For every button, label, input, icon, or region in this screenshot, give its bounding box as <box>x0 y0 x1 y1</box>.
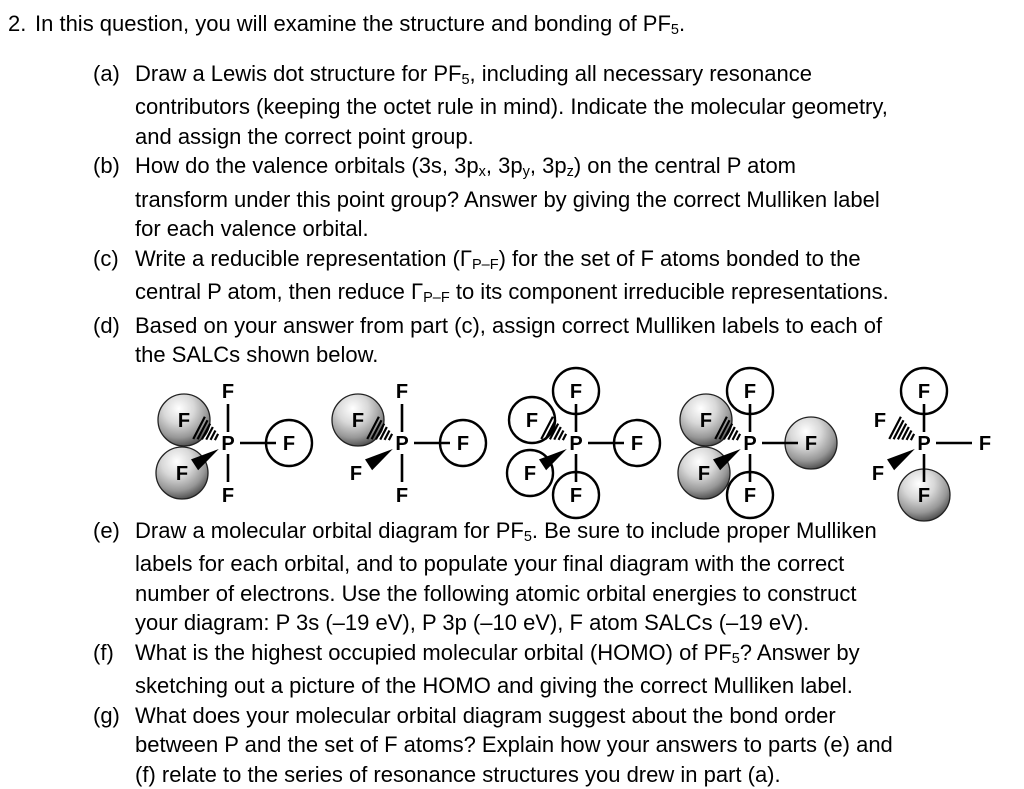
part-label: (c) <box>93 244 135 311</box>
part-text-line: How do the valence orbitals (3s, 3px, 3py, 3pz) on the central P atom <box>135 151 1018 185</box>
part-text-line: and assign the correct point group. <box>135 122 1018 152</box>
fluorine-label: F <box>352 410 364 432</box>
part-text-line: What does your molecular orbital diagram suggest about the bond order <box>135 701 1018 731</box>
part-text-line: for each valence orbital. <box>135 214 1018 244</box>
part-label: (f) <box>93 638 135 701</box>
part-text-line: number of electrons. Use the following atomic orbital energies to construct <box>135 579 1018 609</box>
fluorine-label: F <box>526 410 538 432</box>
part-text-line: sketching out a picture of the HOMO and giving the correct Mulliken label. <box>135 671 1018 701</box>
fluorine-label: F <box>283 433 295 455</box>
part-label: (d) <box>93 311 135 370</box>
question-part-e <box>8 516 1018 638</box>
salc-3-diagram <box>492 366 664 522</box>
fluorine-label: F <box>222 485 234 507</box>
fluorine-label: F <box>178 410 190 432</box>
part-text-line: the SALCs shown below. <box>135 340 1018 370</box>
question-number: 2. <box>8 9 35 43</box>
fluorine-label: F <box>457 433 469 455</box>
phosphorus-label: P <box>743 433 756 455</box>
part-text-line: transform under this point group? Answer by giving the correct Mulliken label <box>135 185 1018 215</box>
fluorine-label: F <box>874 410 886 432</box>
fluorine-label: F <box>979 433 991 455</box>
part-text-line: What is the highest occupied molecular orbital (HOMO) of PF5? Answer by <box>135 638 1018 672</box>
fluorine-label: F <box>570 485 582 507</box>
question-parts-a-d <box>8 59 1018 370</box>
fluorine-label: F <box>396 485 408 507</box>
salc-2-diagram <box>318 366 490 522</box>
fluorine-label: F <box>524 463 536 485</box>
hash-bond <box>889 416 914 439</box>
phosphorus-label: P <box>221 433 234 455</box>
fluorine-label: F <box>350 463 362 485</box>
part-text <box>135 638 1018 701</box>
phosphorus-label: P <box>569 433 582 455</box>
fluorine-label: F <box>918 381 930 403</box>
salc-5-diagram <box>840 366 1012 522</box>
question-parts-e-g <box>8 516 1018 789</box>
part-text-line: Draw a molecular orbital diagram for PF5. Be sure to include proper Mulliken <box>135 516 1018 550</box>
question-part-f <box>8 638 1018 701</box>
fluorine-label: F <box>631 433 643 455</box>
part-label: (e) <box>93 516 135 638</box>
fluorine-label: F <box>805 433 817 455</box>
part-text-line: between P and the set of F atoms? Explain how your answers to parts (e) and <box>135 730 1018 760</box>
part-label: (a) <box>93 59 135 152</box>
part-text-line: contributors (keeping the octet rule in mind). Indicate the molecular geometry, <box>135 92 1018 122</box>
part-text-line: Based on your answer from part (c), assign correct Mulliken labels to each of <box>135 311 1018 341</box>
fluorine-label: F <box>918 485 930 507</box>
question-part-c <box>8 244 1018 311</box>
question-intro-text: In this question, you will examine the structure and bonding of PF5. <box>35 9 685 43</box>
fluorine-label: F <box>700 410 712 432</box>
fluorine-label: F <box>744 381 756 403</box>
question-part-d <box>8 311 1018 370</box>
salc-diagrams-figure <box>144 366 1018 522</box>
part-text-line: central P atom, then reduce ΓP–F to its component irreducible representations. <box>135 277 1018 311</box>
fluorine-label: F <box>698 463 710 485</box>
phosphorus-label: P <box>395 433 408 455</box>
fluorine-label: F <box>176 463 188 485</box>
question-part-a <box>8 59 1018 152</box>
part-text-line: labels for each orbital, and to populate your final diagram with the correct <box>135 549 1018 579</box>
part-text <box>135 59 1018 152</box>
part-text <box>135 311 1018 370</box>
wedge-bond <box>887 449 915 470</box>
part-label: (g) <box>93 701 135 789</box>
question-intro <box>8 9 1018 43</box>
salc-1-diagram <box>144 366 316 522</box>
part-text-line: Write a reducible representation (ΓP–F) for the set of F atoms bonded to the <box>135 244 1018 278</box>
question-part-b <box>8 151 1018 244</box>
part-text-line: your diagram: P 3s (–19 eV), P 3p (–10 eV), F atom SALCs (–19 eV). <box>135 608 1018 638</box>
fluorine-label: F <box>744 485 756 507</box>
part-text <box>135 244 1018 311</box>
part-text-line: (f) relate to the series of resonance structures you drew in part (a). <box>135 760 1018 789</box>
part-label: (b) <box>93 151 135 244</box>
part-text <box>135 151 1018 244</box>
fluorine-label: F <box>222 381 234 403</box>
part-text <box>135 516 1018 638</box>
fluorine-label: F <box>396 381 408 403</box>
salc-4-diagram <box>666 366 838 522</box>
fluorine-label: F <box>570 381 582 403</box>
wedge-bond <box>365 449 393 470</box>
part-text-line: Draw a Lewis dot structure for PF5, including all necessary resonance <box>135 59 1018 93</box>
fluorine-label: F <box>872 463 884 485</box>
phosphorus-label: P <box>917 433 930 455</box>
